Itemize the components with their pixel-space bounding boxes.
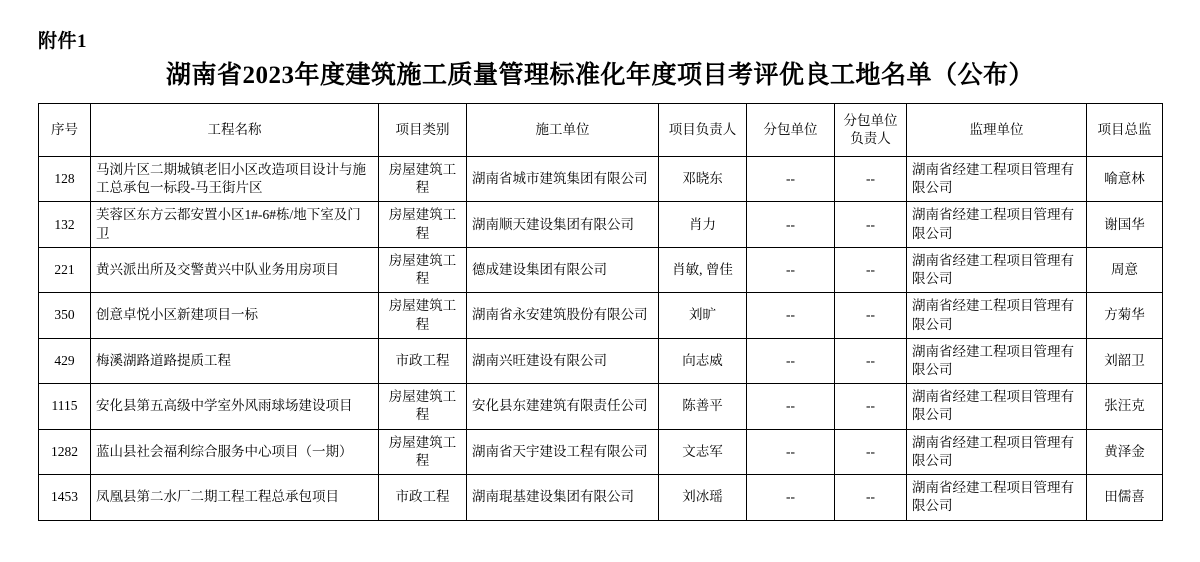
cell-seq: 429 [39, 338, 91, 383]
column-header-sub: 分包单位 [747, 104, 835, 157]
table-row [39, 384, 1163, 429]
cell-leader: 肖敏, 曾佳 [659, 247, 747, 292]
cell-builder: 德成建设集团有限公司 [467, 247, 659, 292]
cell-builder: 湖南顺天建设集团有限公司 [467, 202, 659, 247]
cell-builder: 湖南省城市建筑集团有限公司 [467, 157, 659, 202]
cell-builder: 湖南省天宇建设工程有限公司 [467, 429, 659, 474]
cell-leader: 陈善平 [659, 384, 747, 429]
cell-builder: 湖南兴旺建设有限公司 [467, 338, 659, 383]
cell-seq: 1115 [39, 384, 91, 429]
cell-subhead: -- [835, 202, 907, 247]
cell-chief: 刘韶卫 [1087, 338, 1163, 383]
cell-name: 凤凰县第二水厂二期工程工程总承包项目 [91, 475, 379, 520]
cell-subhead: -- [835, 293, 907, 338]
cell-type: 房屋建筑工程 [379, 384, 467, 429]
cell-supervisor: 湖南省经建工程项目管理有限公司 [907, 384, 1087, 429]
column-header-builder: 施工单位 [467, 104, 659, 157]
cell-type: 房屋建筑工程 [379, 202, 467, 247]
column-header-seq: 序号 [39, 104, 91, 157]
table-row [39, 429, 1163, 474]
cell-seq: 221 [39, 247, 91, 292]
cell-type: 房屋建筑工程 [379, 429, 467, 474]
cell-chief: 黄泽金 [1087, 429, 1163, 474]
table-row [39, 157, 1163, 202]
cell-sub: -- [747, 157, 835, 202]
cell-supervisor: 湖南省经建工程项目管理有限公司 [907, 338, 1087, 383]
table-header [39, 104, 1163, 157]
cell-name: 蓝山县社会福利综合服务中心项目（一期） [91, 429, 379, 474]
cell-sub: -- [747, 338, 835, 383]
cell-supervisor: 湖南省经建工程项目管理有限公司 [907, 247, 1087, 292]
cell-seq: 128 [39, 157, 91, 202]
cell-sub: -- [747, 293, 835, 338]
cell-subhead: -- [835, 429, 907, 474]
cell-chief: 谢国华 [1087, 202, 1163, 247]
cell-builder: 湖南琨基建设集团有限公司 [467, 475, 659, 520]
cell-type: 房屋建筑工程 [379, 293, 467, 338]
cell-leader: 向志威 [659, 338, 747, 383]
cell-leader: 刘旷 [659, 293, 747, 338]
cell-supervisor: 湖南省经建工程项目管理有限公司 [907, 157, 1087, 202]
cell-subhead: -- [835, 338, 907, 383]
cell-subhead: -- [835, 247, 907, 292]
cell-sub: -- [747, 384, 835, 429]
attachment-label: 附件1 [38, 31, 88, 52]
cell-name: 黄兴派出所及交警黄兴中队业务用房项目 [91, 247, 379, 292]
page-title: 湖南省2023年度建筑施工质量管理标准化年度项目考评优良工地名单（公布） [165, 62, 1034, 89]
column-header-supervisor: 监理单位 [907, 104, 1087, 157]
column-header-leader: 项目负责人 [659, 104, 747, 157]
cell-subhead: -- [835, 157, 907, 202]
column-header-name: 工程名称 [91, 104, 379, 157]
cell-name: 马浏片区二期城镇老旧小区改造项目设计与施工总承包一标段-马王街片区 [91, 157, 379, 202]
column-header-subhead: 分包单位负责人 [835, 104, 907, 157]
cell-name: 创意卓悦小区新建项目一标 [91, 293, 379, 338]
cell-seq: 350 [39, 293, 91, 338]
cell-seq: 1282 [39, 429, 91, 474]
cell-name: 梅溪湖路道路提质工程 [91, 338, 379, 383]
cell-leader: 刘冰瑶 [659, 475, 747, 520]
cell-sub: -- [747, 247, 835, 292]
cell-chief: 周意 [1087, 247, 1163, 292]
cell-supervisor: 湖南省经建工程项目管理有限公司 [907, 202, 1087, 247]
table-header-row [39, 104, 1163, 157]
cell-name: 安化县第五高级中学室外风雨球场建设项目 [91, 384, 379, 429]
cell-type: 市政工程 [379, 338, 467, 383]
cell-supervisor: 湖南省经建工程项目管理有限公司 [907, 293, 1087, 338]
cell-sub: -- [747, 202, 835, 247]
cell-builder: 湖南省永安建筑股份有限公司 [467, 293, 659, 338]
cell-chief: 喻意林 [1087, 157, 1163, 202]
cell-supervisor: 湖南省经建工程项目管理有限公司 [907, 475, 1087, 520]
table-row [39, 338, 1163, 383]
cell-chief: 方菊华 [1087, 293, 1163, 338]
cell-name: 芙蓉区东方云都安置小区1#-6#栋/地下室及门卫 [91, 202, 379, 247]
cell-leader: 文志军 [659, 429, 747, 474]
cell-supervisor: 湖南省经建工程项目管理有限公司 [907, 429, 1087, 474]
cell-seq: 132 [39, 202, 91, 247]
table-container [38, 103, 1162, 521]
table-row [39, 202, 1163, 247]
table-row [39, 247, 1163, 292]
cell-chief: 张汪克 [1087, 384, 1163, 429]
cell-type: 房屋建筑工程 [379, 157, 467, 202]
column-header-chief: 项目总监 [1087, 104, 1163, 157]
table-body [39, 157, 1163, 521]
cell-sub: -- [747, 475, 835, 520]
cell-subhead: -- [835, 475, 907, 520]
cell-builder: 安化县东建建筑有限责任公司 [467, 384, 659, 429]
cell-type: 市政工程 [379, 475, 467, 520]
cell-chief: 田儒喜 [1087, 475, 1163, 520]
cell-leader: 邓晓东 [659, 157, 747, 202]
table-row [39, 293, 1163, 338]
cell-sub: -- [747, 429, 835, 474]
cell-type: 房屋建筑工程 [379, 247, 467, 292]
project-list-table [38, 103, 1163, 521]
cell-seq: 1453 [39, 475, 91, 520]
cell-subhead: -- [835, 384, 907, 429]
table-row [39, 475, 1163, 520]
cell-leader: 肖力 [659, 202, 747, 247]
column-header-type: 项目类别 [379, 104, 467, 157]
